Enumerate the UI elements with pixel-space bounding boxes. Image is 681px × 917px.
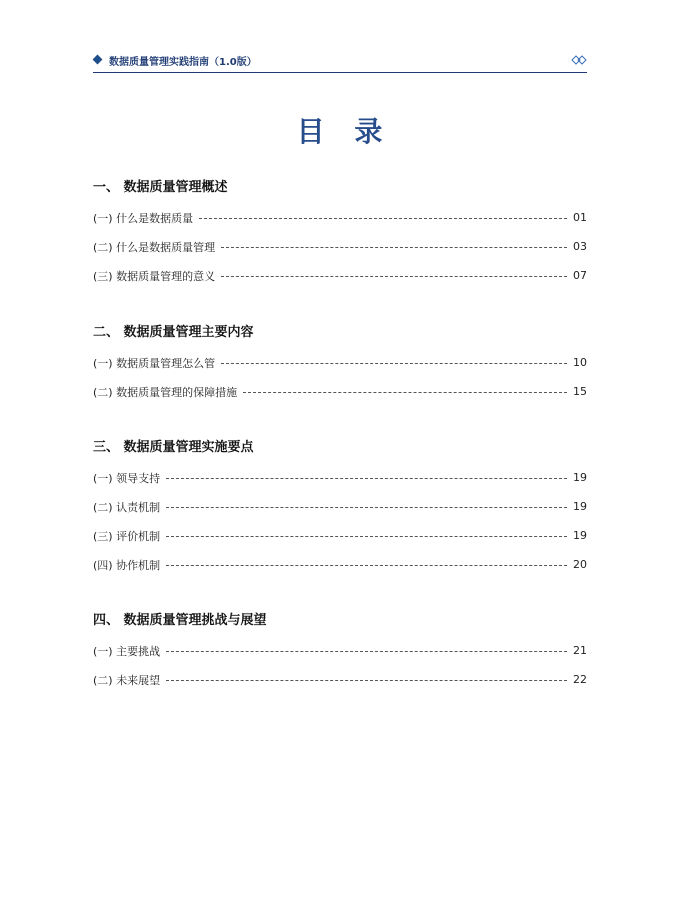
toc-entry-page: 22 bbox=[573, 673, 587, 686]
toc-entry[interactable] bbox=[93, 521, 587, 550]
dot-leader bbox=[166, 478, 567, 479]
section-heading: 三、 数据质量管理实施要点 bbox=[93, 440, 254, 455]
toc-entry-label: (二) 未来展望 bbox=[93, 673, 161, 687]
dot-leader bbox=[166, 680, 567, 681]
toc-entry-page: 19 bbox=[573, 471, 587, 484]
toc-entry-label: (一) 什么是数据质量 bbox=[93, 211, 194, 225]
dot-leader bbox=[166, 507, 567, 508]
toc-entry[interactable] bbox=[93, 463, 587, 492]
logo-icon bbox=[571, 54, 587, 66]
toc-entry[interactable] bbox=[93, 550, 587, 579]
toc-section-1 bbox=[93, 178, 587, 290]
toc-section-4 bbox=[93, 611, 587, 694]
dot-leader bbox=[243, 392, 567, 393]
toc-section-3 bbox=[93, 438, 587, 579]
dot-leader bbox=[221, 247, 567, 248]
diamond-icon bbox=[93, 55, 103, 65]
toc-entry-page: 19 bbox=[573, 529, 587, 542]
toc-entry-label: (三) 数据质量管理的意义 bbox=[93, 269, 216, 283]
toc-entry[interactable] bbox=[93, 232, 587, 261]
toc-entry-label: (一) 数据质量管理怎么管 bbox=[93, 356, 216, 370]
toc-entry-label: (一) 主要挑战 bbox=[93, 644, 161, 658]
toc-entry[interactable] bbox=[93, 636, 587, 665]
dot-leader bbox=[221, 363, 567, 364]
toc-entry-label: (二) 什么是数据质量管理 bbox=[93, 240, 216, 254]
section-heading: 四、 数据质量管理挑战与展望 bbox=[93, 613, 267, 628]
dot-leader bbox=[221, 276, 567, 277]
toc-entry[interactable] bbox=[93, 665, 587, 694]
toc-entry-label: (三) 评价机制 bbox=[93, 529, 161, 543]
toc-entry-page: 19 bbox=[573, 500, 587, 513]
toc-entry[interactable] bbox=[93, 203, 587, 232]
toc-entry-page: 01 bbox=[573, 211, 587, 224]
toc-entry-page: 21 bbox=[573, 644, 587, 657]
toc-entry-page: 10 bbox=[573, 356, 587, 369]
header-title: 数据质量管理实践指南（1.0版） bbox=[109, 57, 257, 68]
dot-leader bbox=[199, 218, 567, 219]
toc-entry[interactable] bbox=[93, 492, 587, 521]
dot-leader bbox=[166, 565, 567, 566]
toc-entry-label: (二) 认责机制 bbox=[93, 500, 161, 514]
toc-entry-page: 20 bbox=[573, 558, 587, 571]
toc-entry-label: (一) 领导支持 bbox=[93, 471, 161, 485]
toc-entry-label: (二) 数据质量管理的保障措施 bbox=[93, 385, 238, 399]
toc-entry[interactable] bbox=[93, 377, 587, 406]
section-heading: 二、 数据质量管理主要内容 bbox=[93, 325, 254, 340]
toc-entry[interactable] bbox=[93, 261, 587, 290]
toc-entry-page: 03 bbox=[573, 240, 587, 253]
toc-entry[interactable] bbox=[93, 348, 587, 377]
page-header bbox=[93, 52, 587, 73]
toc-entry-page: 15 bbox=[573, 385, 587, 398]
section-heading: 一、 数据质量管理概述 bbox=[93, 180, 228, 195]
toc-entry-label: (四) 协作机制 bbox=[93, 558, 161, 572]
toc-entry-page: 07 bbox=[573, 269, 587, 282]
page-title: 目 录 bbox=[296, 115, 393, 148]
dot-leader bbox=[166, 536, 567, 537]
toc-section-2 bbox=[93, 323, 587, 406]
dot-leader bbox=[166, 651, 567, 652]
